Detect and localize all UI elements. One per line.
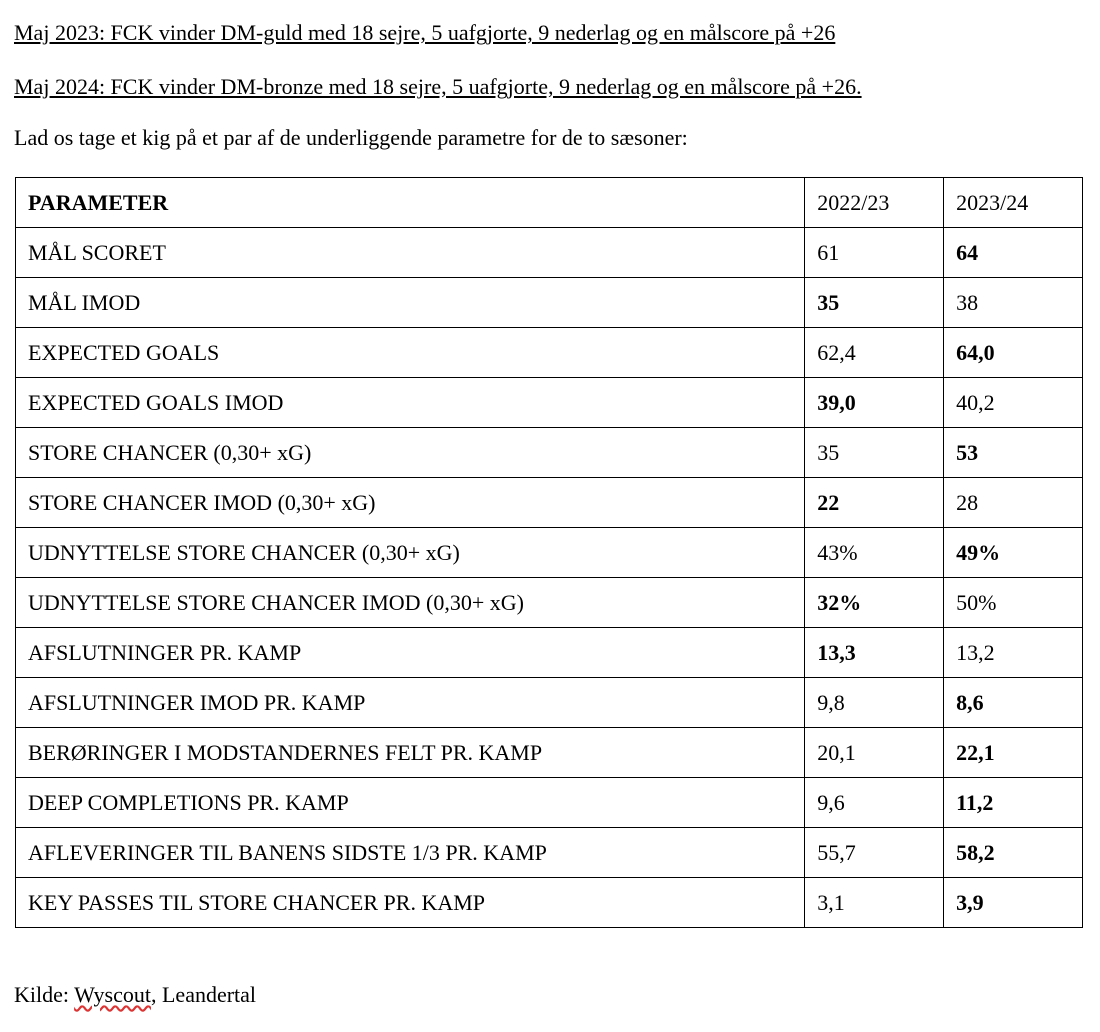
row-value-2023-24: 50% [944, 578, 1083, 628]
header-season-2022-23: 2022/23 [805, 178, 944, 228]
table-row [16, 528, 1083, 578]
row-value-2022-23: 35 [805, 278, 944, 328]
row-value-2022-23: 35 [805, 428, 944, 478]
row-value-2023-24: 58,2 [944, 828, 1083, 878]
row-value-2023-24: 64,0 [944, 328, 1083, 378]
intro-line-2023: Maj 2023: FCK vinder DM-guld med 18 sejre, 5 uafgjorte, 9 nederlag og en målscore på +26 [14, 20, 836, 45]
row-value-2022-23: 9,8 [805, 678, 944, 728]
row-parameter: AFLEVERINGER TIL BANENS SIDSTE 1/3 PR. KAMP [16, 828, 805, 878]
row-value-2022-23: 9,6 [805, 778, 944, 828]
row-value-2023-24: 11,2 [944, 778, 1083, 828]
table-row [16, 228, 1083, 278]
row-value-2023-24: 28 [944, 478, 1083, 528]
table-row [16, 278, 1083, 328]
row-value-2022-23: 13,3 [805, 628, 944, 678]
row-value-2023-24: 3,9 [944, 878, 1083, 928]
row-value-2022-23: 39,0 [805, 378, 944, 428]
row-value-2023-24: 22,1 [944, 728, 1083, 778]
source-rest: , Leandertal [150, 982, 257, 1007]
header-season-2023-24: 2023/24 [944, 178, 1083, 228]
row-value-2023-24: 53 [944, 428, 1083, 478]
table-row [16, 778, 1083, 828]
row-parameter: AFSLUTNINGER PR. KAMP [16, 628, 805, 678]
table-row [16, 378, 1083, 428]
table-row [16, 878, 1083, 928]
row-value-2022-23: 62,4 [805, 328, 944, 378]
row-value-2022-23: 61 [805, 228, 944, 278]
table-row [16, 328, 1083, 378]
row-parameter: EXPECTED GOALS [16, 328, 805, 378]
row-value-2022-23: 3,1 [805, 878, 944, 928]
row-parameter: KEY PASSES TIL STORE CHANCER PR. KAMP [16, 878, 805, 928]
row-value-2022-23: 55,7 [805, 828, 944, 878]
row-parameter: AFSLUTNINGER IMOD PR. KAMP [16, 678, 805, 728]
row-value-2022-23: 43% [805, 528, 944, 578]
row-value-2023-24: 49% [944, 528, 1083, 578]
row-value-2023-24: 40,2 [944, 378, 1083, 428]
row-parameter: BERØRINGER I MODSTANDERNES FELT PR. KAMP [16, 728, 805, 778]
table-row [16, 578, 1083, 628]
row-value-2022-23: 32% [805, 578, 944, 628]
row-value-2022-23: 20,1 [805, 728, 944, 778]
row-parameter: UDNYTTELSE STORE CHANCER (0,30+ xG) [16, 528, 805, 578]
table-row [16, 728, 1083, 778]
parameter-table [15, 177, 1083, 928]
table-row [16, 628, 1083, 678]
table-row [16, 828, 1083, 878]
row-value-2023-24: 64 [944, 228, 1083, 278]
row-parameter: STORE CHANCER (0,30+ xG) [16, 428, 805, 478]
intro-line-lead: Lad os tage et kig på et par af de underliggende parametre for de to sæsoner: [14, 125, 688, 150]
table-header-row [16, 178, 1083, 228]
table-row [16, 678, 1083, 728]
intro-line-2024: Maj 2024: FCK vinder DM-bronze med 18 sejre, 5 uafgjorte, 9 nederlag og en målscore på +26. [14, 74, 862, 99]
row-value-2023-24: 13,2 [944, 628, 1083, 678]
row-value-2022-23: 22 [805, 478, 944, 528]
source-note [14, 982, 256, 1008]
row-parameter: MÅL SCORET [16, 228, 805, 278]
row-parameter: STORE CHANCER IMOD (0,30+ xG) [16, 478, 805, 528]
source-prefix: Kilde: [14, 982, 75, 1007]
table-row [16, 428, 1083, 478]
row-parameter: DEEP COMPLETIONS PR. KAMP [16, 778, 805, 828]
header-parameter: PARAMETER [16, 178, 805, 228]
row-parameter: UDNYTTELSE STORE CHANCER IMOD (0,30+ xG) [16, 578, 805, 628]
table-row [16, 478, 1083, 528]
row-parameter: MÅL IMOD [16, 278, 805, 328]
source-wyscout: Wyscout [74, 982, 151, 1007]
row-parameter: EXPECTED GOALS IMOD [16, 378, 805, 428]
row-value-2023-24: 38 [944, 278, 1083, 328]
row-value-2023-24: 8,6 [944, 678, 1083, 728]
